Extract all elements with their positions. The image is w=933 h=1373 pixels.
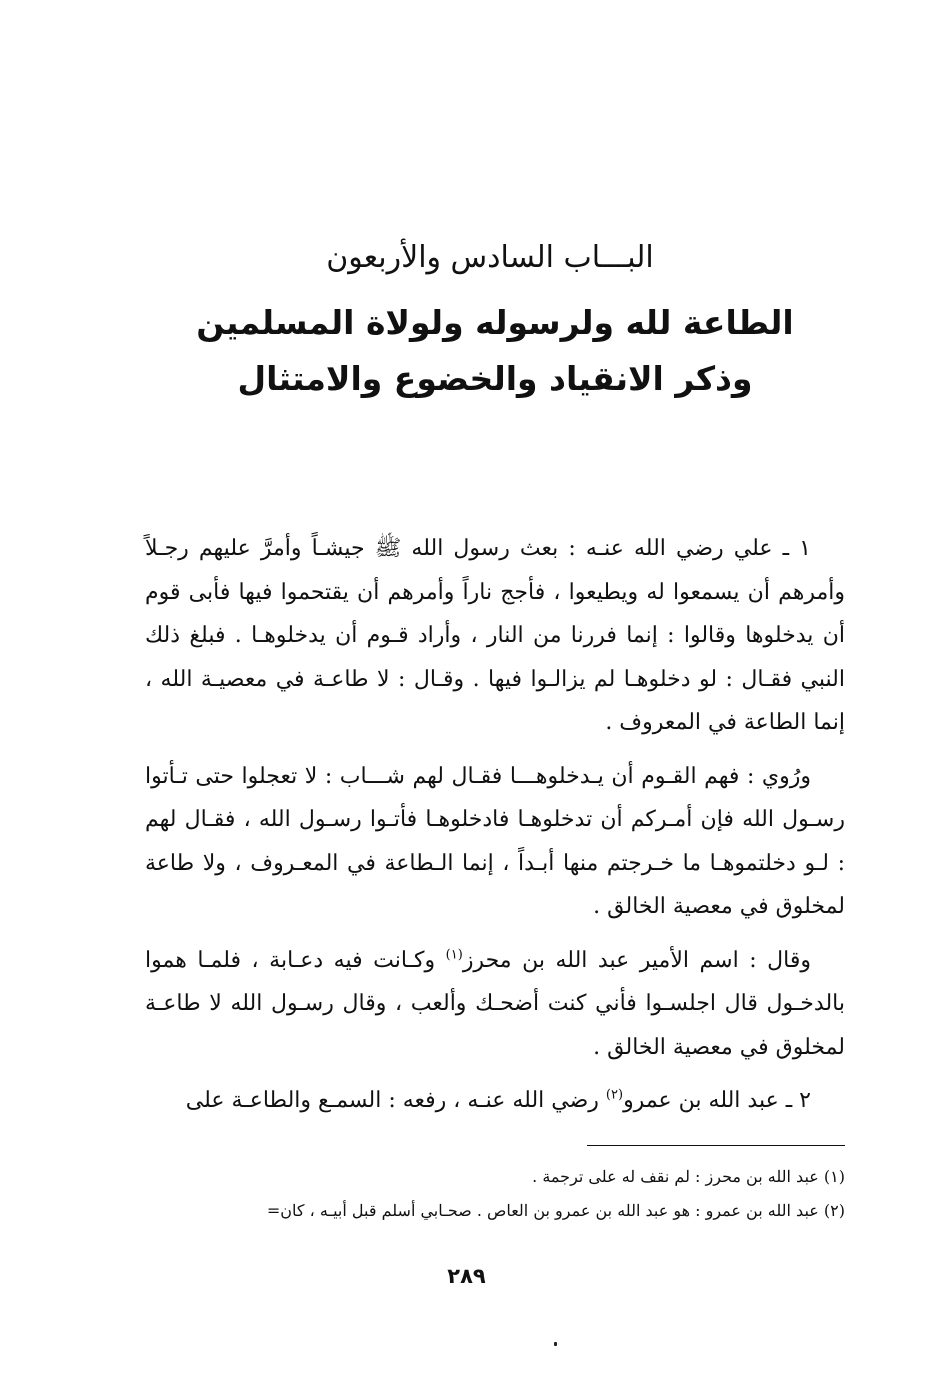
footnote-2: (٢) عبد الله بن عمرو : هو عبد الله بن عمرو بن العاص . صحـابي أسلم قبل أبيـه ، كان= <box>266 1201 845 1220</box>
page-number: ٢٨٩ <box>447 1264 486 1288</box>
footnote-marker-1[interactable]: (١) <box>445 947 463 963</box>
paragraph-4 <box>145 1079 845 1123</box>
footnote-marker-2[interactable]: (٢) <box>605 1087 624 1103</box>
scan-speck <box>554 1342 557 1346</box>
paragraph-3-text-start: وقال : اسم الأمير عبد الله بن محرز <box>462 947 811 973</box>
paragraph-2: ورُوي : فهم القـوم أن يـدخلوهـــا فقـال لهم شـــاب : لا تعجلوا حتى تـأتوا رسـول الله فإن أمـركم أن تدخلوهـا فادخلوهـا فأتـوا رسـول الله ، فقـال لهم : لـو دخلتموهـا ما خـرجتم منها أبـداً ، إنما الـطاعة في المعـروف ، ولا طاعة لمخلوق في معصية الخالق . <box>145 763 845 919</box>
paragraph-4-text-start: ٢ ـ عبد الله بن عمرو <box>623 1088 811 1113</box>
paragraph-3-text-end: وكـانت فيه دعـابة ، فلمـا هموا بالدخـول قال اجلسـوا فأني كنت أضحـك وألعب ، وقال رسـول الله لا طاعـة لمخلوق في معصية الخالق . <box>145 947 845 1060</box>
footnotes <box>145 1160 845 1228</box>
chapter-label: البـــاب السادس والأربعون <box>326 240 654 275</box>
footnote-1: (١) عبد الله بن محرز : لم نقف له على ترجمة . <box>532 1167 845 1186</box>
chapter-title-line-1: الطاعة لله ولرسوله ولولاة المسلمين <box>196 303 794 342</box>
body-text <box>145 527 845 1133</box>
chapter-title-line-2: وذكر الانقياد والخضوع والامتثال <box>237 359 753 398</box>
footnote-divider <box>587 1145 845 1146</box>
paragraph-1: ١ ـ علي رضي الله عنـه : بعث رسول الله ﷺ جيشـاً وأمرَّ عليهم رجـلاً وأمرهم أن يسمعوا له ويطيعوا ، فأجج ناراً وأمرهم أن يقتحموا فيها فأبى قوم أن يدخلوها وقالوا : إنما فررنا من النار ، وأراد قـوم أن يدخلوهـا . فبلغ ذلك النبي فقـال : لو دخلوهـا لم يزالـوا فيها . وقـال : لا طاعـة في معصيـة الله ، إنما الطاعة في المعروف . <box>145 536 845 735</box>
paragraph-3 <box>145 939 845 1070</box>
paragraph-4-text-end: رضي الله عنـه ، رفعه : السمـع والطاعـة على <box>185 1088 606 1113</box>
